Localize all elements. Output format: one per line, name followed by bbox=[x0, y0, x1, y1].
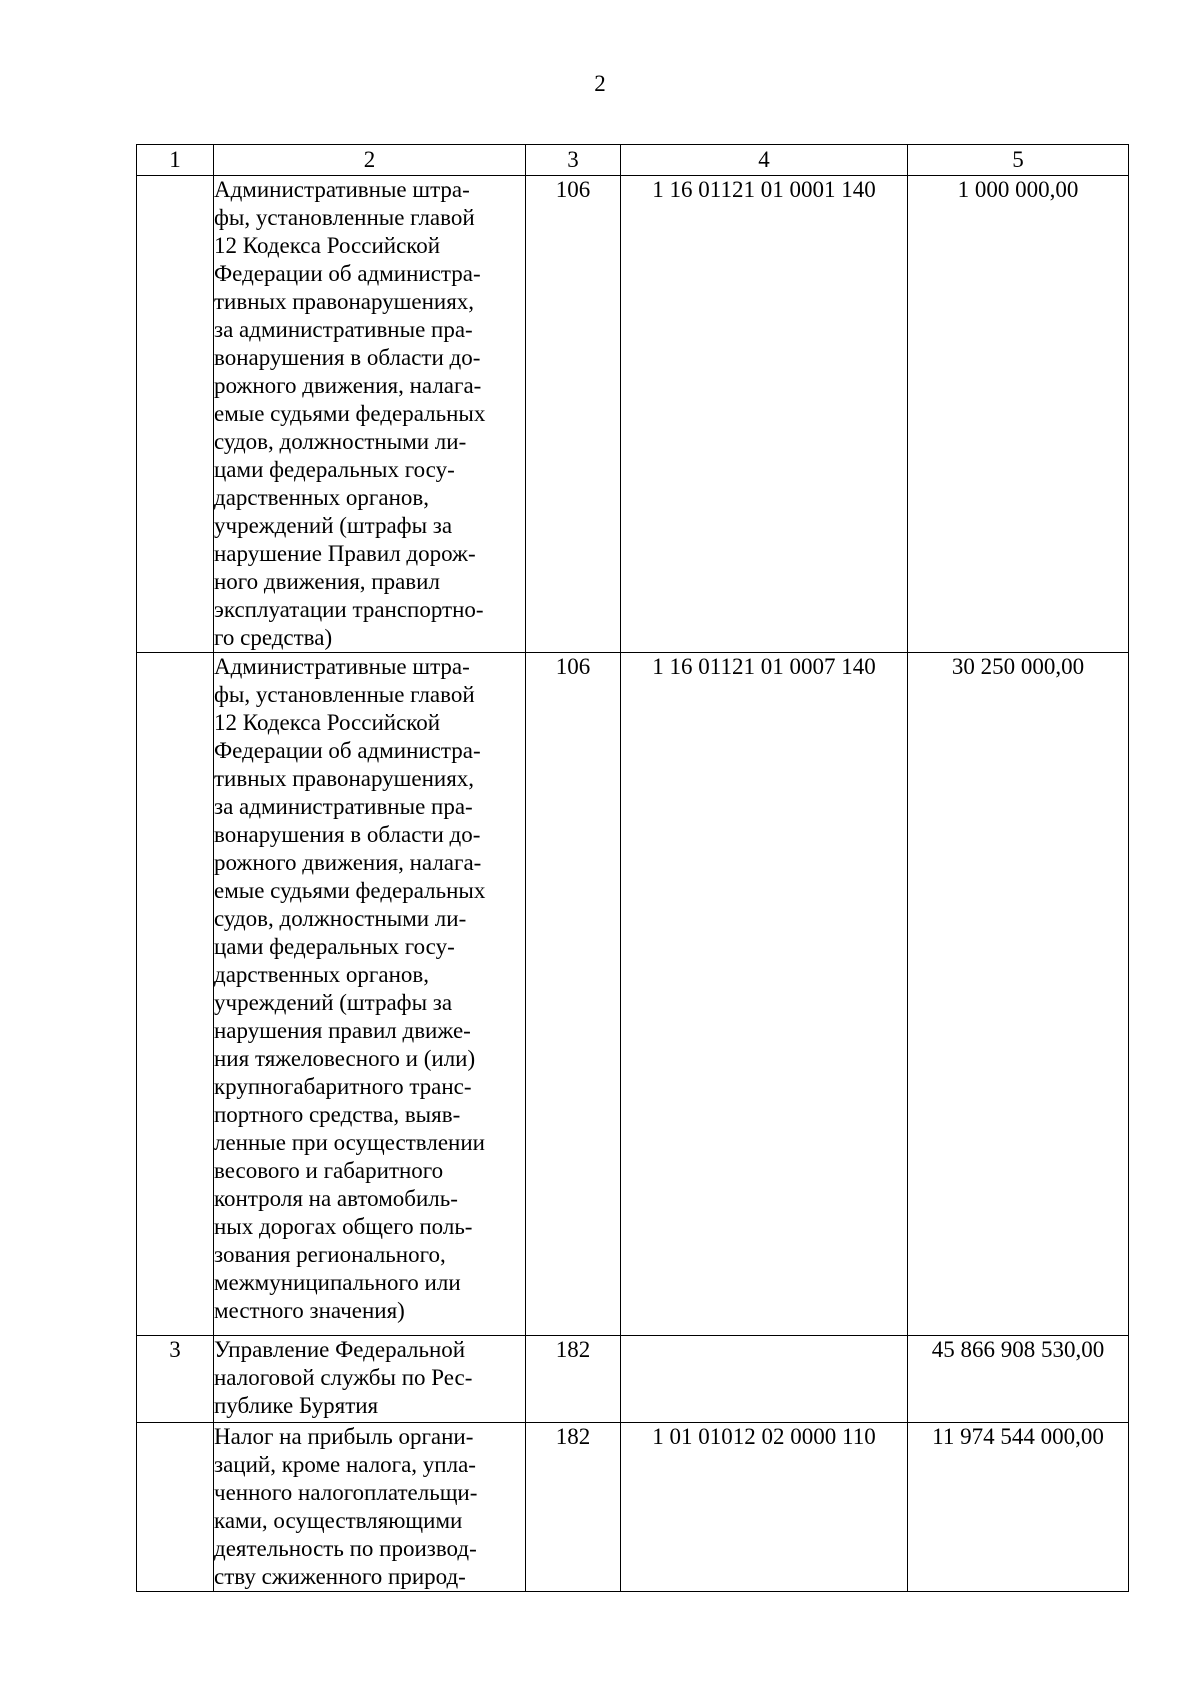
administrator-code: 182 bbox=[526, 1423, 621, 1592]
header-col-3: 3 bbox=[526, 145, 621, 176]
administrator-code: 106 bbox=[526, 176, 621, 653]
row-number bbox=[137, 653, 214, 1336]
amount: 1 000 000,00 bbox=[908, 176, 1129, 653]
row-number: 3 bbox=[137, 1336, 214, 1423]
amount: 11 974 544 000,00 bbox=[908, 1423, 1129, 1592]
page-number: 2 bbox=[594, 71, 606, 96]
budget-classification-code: 1 16 01121 01 0007 140 bbox=[621, 653, 908, 1336]
table-row bbox=[137, 653, 1129, 1336]
revenue-name: Управление Федеральной налоговой службы по Рес- публике Бурятия bbox=[214, 1336, 526, 1423]
budget-classification-code: 1 01 01012 02 0000 110 bbox=[621, 1423, 908, 1592]
table-row bbox=[137, 176, 1129, 653]
table-row bbox=[137, 1423, 1129, 1592]
header-col-1: 1 bbox=[137, 145, 214, 176]
budget-classification-code: 1 16 01121 01 0001 140 bbox=[621, 176, 908, 653]
revenue-name: Административные штра- фы, установленные главой 12 Кодекса Российской Федерации об администра- тивных правонарушениях, за административные пра- вонарушения в области до- рожного движения, налага- емые судьями федеральных судов, должностными ли- цами федеральных госу- дарственных органов, учреждений (штрафы за нарушение Правил дорож- ного движения, правил эксплуатации транспортно- го средства) bbox=[214, 176, 526, 653]
amount: 30 250 000,00 bbox=[908, 653, 1129, 1336]
header-col-4: 4 bbox=[621, 145, 908, 176]
header-col-2: 2 bbox=[214, 145, 526, 176]
budget-classification-code bbox=[621, 1336, 908, 1423]
row-number bbox=[137, 176, 214, 653]
amount: 45 866 908 530,00 bbox=[908, 1336, 1129, 1423]
budget-table bbox=[136, 144, 1129, 1592]
administrator-code: 182 bbox=[526, 1336, 621, 1423]
administrator-code: 106 bbox=[526, 653, 621, 1336]
header-col-5: 5 bbox=[908, 145, 1129, 176]
table-row bbox=[137, 1336, 1129, 1423]
revenue-name: Административные штра- фы, установленные главой 12 Кодекса Российской Федерации об администра- тивных правонарушениях, за административные пра- вонарушения в области до- рожного движения, налага- емые судьями федеральных судов, должностными ли- цами федеральных госу- дарственных органов, учреждений (штрафы за нарушения правил движе- ния тяжеловесного и (или) крупногабаритного транс- портного средства, выяв- ленные при осуществлении весового и габаритного контроля на автомобиль- ных дорогах общего поль- зования регионального, межмуниципального или местного значения) bbox=[214, 653, 526, 1336]
table-header-row bbox=[137, 145, 1129, 176]
revenue-name: Налог на прибыль органи- заций, кроме налога, упла- ченного налогоплательщи- ками, осуществляющими деятельность по производ- ству сжиженного природ- bbox=[214, 1423, 526, 1592]
row-number bbox=[137, 1423, 214, 1592]
